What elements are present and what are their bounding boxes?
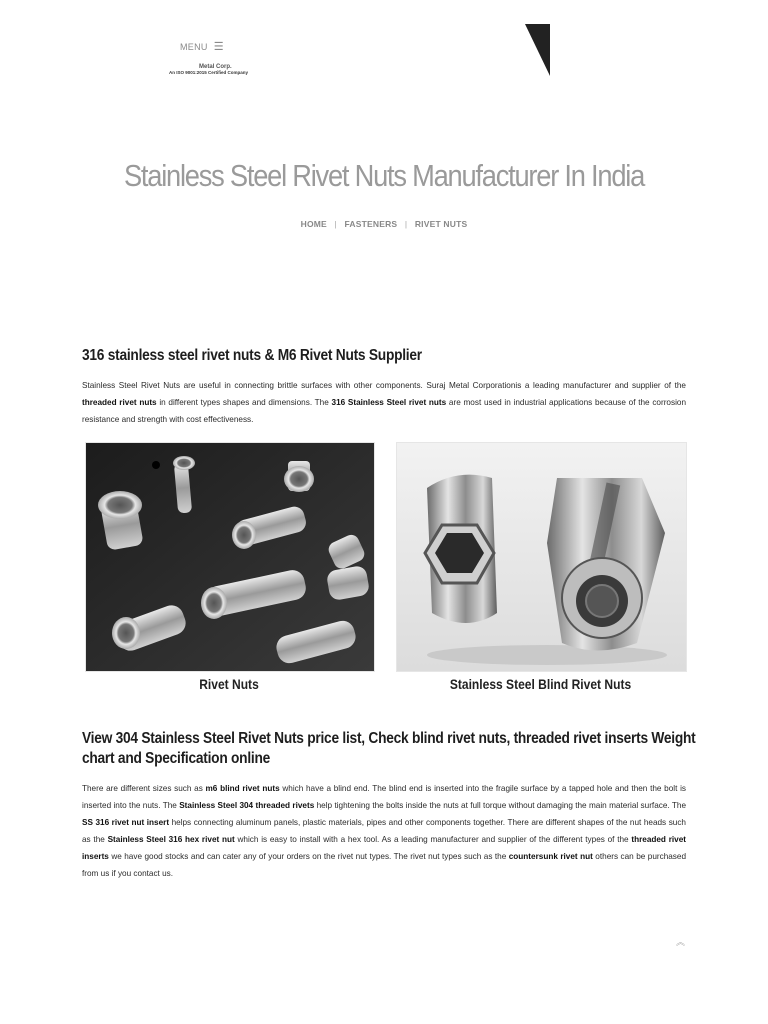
- breadcrumb-separator: |: [404, 219, 408, 229]
- text-run: others can be purchased from us if you contact us.: [82, 852, 686, 878]
- bold-text-run: m6 blind rivet nuts: [205, 784, 280, 793]
- text-run: in different types shapes and dimensions. The: [156, 398, 332, 407]
- site-logo[interactable]: [169, 64, 249, 75]
- bold-text-run: countersunk rivet nut: [508, 852, 593, 861]
- section2-heading-line2: chart and Specification online: [82, 750, 271, 767]
- text-run: which have a blind end. The blind end is inserted into the fragile surface by a tapped hole and then the bolt is inserted into the nuts. The: [82, 784, 686, 810]
- bold-text-run: 316 Stainless Steel rivet nuts: [331, 398, 447, 407]
- menu-toggle[interactable]: [180, 42, 224, 52]
- section1-heading: 316 stainless steel rivet nuts & M6 Rivet Nuts Supplier: [82, 347, 422, 364]
- image-caption-blind-rivet-nuts: Stainless Steel Blind Rivet Nuts: [449, 676, 632, 692]
- breadcrumb-separator: |: [334, 219, 337, 229]
- bold-text-run: threaded rivet inserts: [82, 835, 686, 861]
- rivet-nuts-image: [85, 442, 375, 672]
- breadcrumb-rivet-nuts[interactable]: RIVET NUTS: [414, 219, 468, 229]
- text-run: help tightening the bolts inside the nuts at full torque without damaging the main material surface. The: [314, 801, 686, 810]
- back-to-top-button[interactable]: [676, 935, 685, 948]
- site-header: [60, 24, 710, 80]
- section2-heading: [82, 730, 695, 768]
- blind-rivet-nuts-image: [396, 442, 687, 672]
- logo-tagline: An ISO 9001:2015 Certified Company: [169, 70, 249, 75]
- double-chevron-up-icon: ︽: [676, 937, 686, 947]
- text-run: Stainless Steel Rivet Nuts are useful in connecting brittle surfaces with other components. Suraj Metal Corporationis a leading manufacturer and supplier of the: [82, 381, 686, 390]
- text-run: helps connecting aluminum panels, plastic materials, pipes and other components together. There are different shapes of the nut heads such as the: [82, 818, 686, 844]
- corner-triangle-decoration: [525, 24, 550, 76]
- breadcrumb-home[interactable]: HOME: [300, 219, 327, 229]
- breadcrumb: [0, 219, 768, 229]
- blind-rivet-nuts-photo: [397, 443, 686, 671]
- hamburger-icon: ☰: [213, 40, 224, 53]
- text-run: There are different sizes such as: [82, 784, 206, 793]
- section1-paragraph: [82, 377, 686, 428]
- page-title: Stainless Steel Rivet Nuts Manufacturer In India: [123, 158, 645, 193]
- breadcrumb-fasteners[interactable]: FASTENERS: [344, 219, 398, 229]
- rivet-nuts-photo: [86, 443, 374, 671]
- bold-text-run: Stainless Steel 316 hex rivet nut: [107, 835, 235, 844]
- logo-company: Metal Corp.: [199, 64, 232, 70]
- text-run: we have good stocks and can cater any of your orders on the rivet nut types. The rivet nut types such as the: [108, 852, 509, 861]
- image-caption-rivet-nuts: Rivet Nuts: [199, 676, 259, 692]
- menu-label: MENU: [180, 42, 208, 52]
- bold-text-run: Stainless Steel 304 threaded rivets: [179, 801, 315, 810]
- bold-text-run: SS 316 rivet nut insert: [82, 818, 170, 827]
- section2-paragraph: [82, 780, 686, 882]
- section2-heading-line1: View 304 Stainless Steel Rivet Nuts price list, Check blind rivet nuts, threaded rivet inserts Weight: [82, 730, 696, 747]
- text-run: which is easy to install with a hex tool. As a leading manufacturer and supplier of the different types of the: [234, 835, 632, 844]
- text-run: are most used in industrial applications because of the corrosion resistance and strength with cost effectiveness.: [82, 398, 686, 424]
- bold-text-run: threaded rivet nuts: [82, 398, 157, 407]
